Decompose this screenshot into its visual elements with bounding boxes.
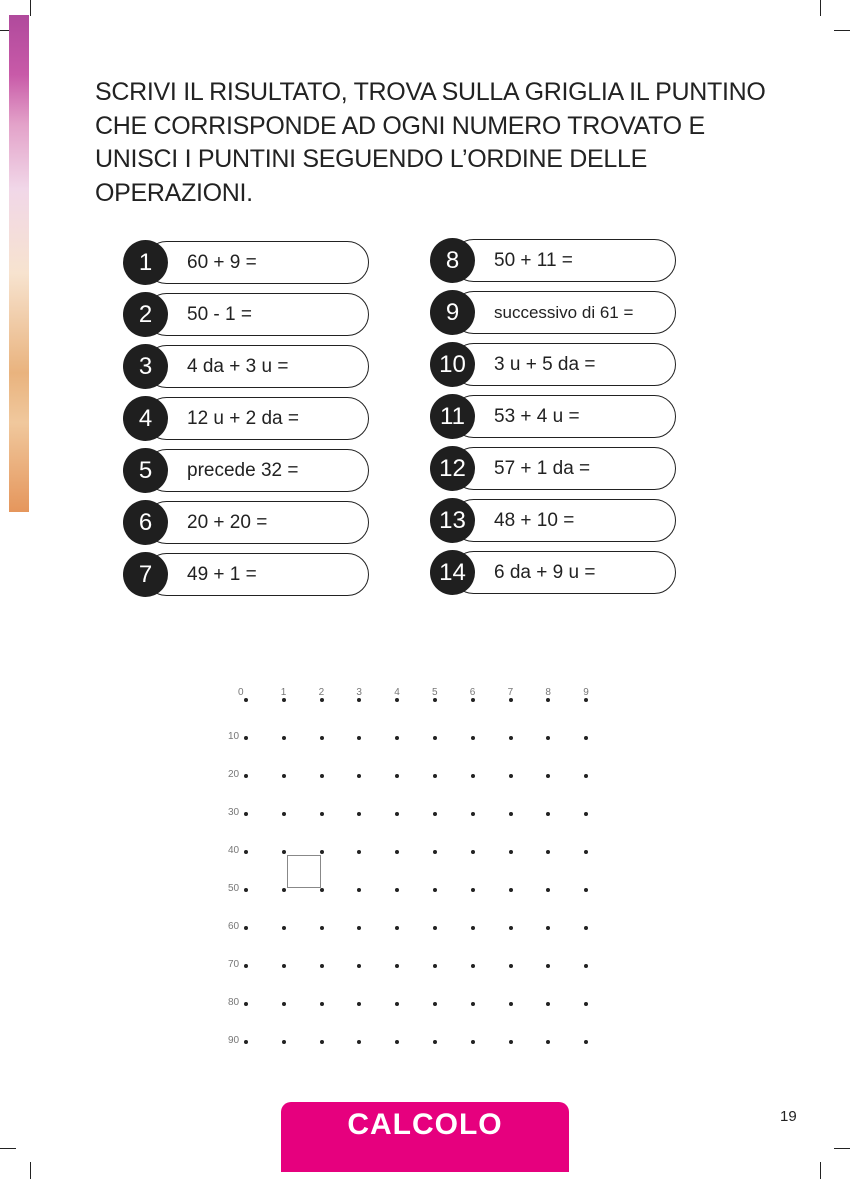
grid-dot: [320, 736, 324, 740]
grid-dot: [433, 1002, 437, 1006]
answer-pill: [145, 241, 369, 284]
grid-dot: [244, 964, 248, 968]
operation-expression: 4 da + 3 u =: [187, 356, 289, 377]
grid-dot: [509, 774, 513, 778]
grid-dot: [320, 774, 324, 778]
grid-dot: [584, 964, 588, 968]
grid-dot: [395, 850, 399, 854]
grid-row-label: 50: [228, 883, 240, 894]
grid-dot: [509, 698, 513, 702]
grid-dot: [433, 774, 437, 778]
grid-dot: [282, 850, 286, 854]
grid-dot: [357, 812, 361, 816]
grid-dot: [471, 888, 475, 892]
operation-number: 13: [430, 498, 475, 543]
crop-mark: [820, 1162, 821, 1179]
grid-dot: [395, 1002, 399, 1006]
operation-expression: 20 + 20 =: [187, 512, 268, 533]
operation-number: 6: [123, 500, 168, 545]
grid-dot: [546, 812, 550, 816]
grid-dot: [584, 774, 588, 778]
grid-dot: [546, 774, 550, 778]
grid-dot: [584, 888, 588, 892]
grid-dot: [282, 926, 286, 930]
page-number: 19: [780, 1108, 797, 1125]
grid-column-label: 8: [545, 687, 551, 698]
grid-row-label: 60: [228, 921, 240, 932]
instruction-line: UNISCI I PUNTINI SEGUENDO L’ORDINE DELLE: [95, 145, 648, 173]
grid-dot: [546, 850, 550, 854]
grid-dot: [546, 1040, 550, 1044]
grid-dot: [320, 698, 324, 702]
grid-dot: [433, 888, 437, 892]
grid-dot: [509, 850, 513, 854]
grid-column-label: 2: [318, 687, 325, 698]
instruction-line: SCRIVI IL RISULTATO, TROVA SULLA GRIGLIA IL PUNTINO: [95, 78, 766, 106]
answer-pill: [145, 553, 369, 596]
grid-dot: [471, 1002, 475, 1006]
grid-dot: [357, 736, 361, 740]
operation-number: 2: [123, 292, 168, 337]
grid-row-label: 80: [228, 997, 240, 1008]
grid-dot: [584, 1002, 588, 1006]
grid-dot: [357, 888, 361, 892]
grid-dot: [395, 926, 399, 930]
grid-dot: [320, 850, 324, 854]
grid-dot: [357, 1040, 361, 1044]
grid-row-label: 10: [228, 731, 240, 742]
grid-dot: [395, 888, 399, 892]
grid-dot: [433, 964, 437, 968]
grid-dot: [244, 850, 248, 854]
operation-expression: 3 u + 5 da =: [494, 354, 596, 375]
grid-dot: [395, 812, 399, 816]
grid-row-label: 30: [228, 807, 240, 818]
grid-row-label: 70: [228, 959, 240, 970]
grid-dot: [546, 698, 550, 702]
grid-dot: [320, 812, 324, 816]
grid-dot: [282, 736, 286, 740]
grid-dot: [282, 1002, 286, 1006]
operation-expression: 60 + 9 =: [187, 252, 257, 273]
grid-dot: [471, 926, 475, 930]
operation-number: 4: [123, 396, 168, 441]
grid-column-label: 4: [394, 687, 400, 698]
grid-dot: [244, 888, 248, 892]
operation-expression: precede 32 =: [187, 460, 299, 481]
grid-column-label: 0: [238, 687, 244, 698]
grid-dot: [509, 926, 513, 930]
operation-number: 14: [430, 550, 475, 595]
grid-dot: [244, 736, 248, 740]
grid-dot: [584, 850, 588, 854]
grid-dot: [471, 698, 475, 702]
grid-dot: [282, 888, 286, 892]
operation-number: 7: [123, 552, 168, 597]
grid-dot: [320, 964, 324, 968]
operation-expression: 50 - 1 =: [187, 304, 252, 325]
crop-mark: [834, 30, 850, 31]
operation-number: 10: [430, 342, 475, 387]
operation-number: 11: [430, 394, 475, 439]
grid-dot: [584, 812, 588, 816]
grid-dot: [546, 888, 550, 892]
grid-dot: [509, 964, 513, 968]
operation-expression: 57 + 1 da =: [494, 458, 591, 479]
operation-expression: 53 + 4 u =: [494, 406, 580, 427]
grid-dot: [433, 698, 437, 702]
grid-column-label: 5: [432, 687, 438, 698]
grid-dot: [244, 1002, 248, 1006]
operation-number: 12: [430, 446, 475, 491]
grid-dot: [282, 964, 286, 968]
grid-dot: [244, 926, 248, 930]
grid-dot: [509, 812, 513, 816]
grid-dot: [471, 964, 475, 968]
crop-mark: [30, 0, 31, 16]
grid-dot: [244, 698, 248, 702]
grid-dot: [471, 774, 475, 778]
grid-dot: [509, 888, 513, 892]
crop-mark: [30, 1162, 31, 1179]
section-banner: [281, 1102, 569, 1172]
grid-dot: [584, 698, 588, 702]
grid-dot: [546, 964, 550, 968]
grid-dot: [357, 698, 361, 702]
grid-column-label: 6: [469, 687, 476, 698]
grid-dot: [244, 774, 248, 778]
operation-number: 3: [123, 344, 168, 389]
crop-mark: [834, 1148, 850, 1149]
operation-expression: 12 u + 2 da =: [187, 408, 299, 429]
grid-dot: [282, 812, 286, 816]
grid-dot: [320, 926, 324, 930]
operation-expression: successivo di 61 =: [494, 303, 634, 322]
grid-dot: [357, 926, 361, 930]
decorative-side-strip: [9, 15, 29, 512]
grid-dot: [282, 698, 286, 702]
instruction-line: OPERAZIONI.: [95, 178, 253, 207]
grid-dot: [244, 1040, 248, 1044]
section-label: CALCOLO: [347, 1108, 503, 1141]
grid-dot: [433, 850, 437, 854]
instructions: [95, 76, 775, 210]
grid-dot: [433, 926, 437, 930]
grid-dot: [395, 774, 399, 778]
grid-dot: [357, 1002, 361, 1006]
answer-pill: [145, 293, 369, 336]
crop-mark: [820, 0, 821, 16]
instruction-line: CHE CORRISPONDE AD OGNI NUMERO TROVATO E: [95, 111, 705, 140]
operation-number: 8: [430, 238, 475, 283]
grid-dot: [320, 1002, 324, 1006]
grid-row-label: 90: [228, 1035, 240, 1046]
grid-dot: [584, 1040, 588, 1044]
operation-number: 5: [123, 448, 168, 493]
grid-dot: [471, 812, 475, 816]
grid-dot: [584, 736, 588, 740]
grid-dot: [282, 774, 286, 778]
operation-expression: 49 + 1 =: [187, 564, 257, 585]
grid-dot: [546, 736, 550, 740]
operation-expression: 6 da + 9 u =: [494, 562, 596, 583]
grid-dot: [546, 926, 550, 930]
operation-expression: 50 + 11 =: [494, 250, 573, 271]
grid-dot: [357, 774, 361, 778]
grid-dot: [471, 1040, 475, 1044]
grid-dot: [433, 736, 437, 740]
grid-dot: [282, 1040, 286, 1044]
grid-column-label: 7: [507, 687, 514, 698]
grid-dot: [320, 1040, 324, 1044]
grid-dot: [509, 1040, 513, 1044]
operation-number: 1: [123, 240, 168, 285]
grid-dot: [471, 736, 475, 740]
grid-row-label: 20: [228, 769, 240, 780]
grid-dot: [320, 888, 324, 892]
grid-dot: [244, 812, 248, 816]
grid-dot: [357, 964, 361, 968]
grid-column-label: 9: [583, 687, 589, 698]
operation-number: 9: [430, 290, 475, 335]
grid-column-label: 1: [280, 687, 287, 698]
grid-dot: [509, 1002, 513, 1006]
grid-square-marker: [287, 855, 321, 888]
grid-dot: [546, 1002, 550, 1006]
grid-column-label: 3: [356, 687, 362, 698]
grid-dot: [395, 1040, 399, 1044]
grid-dot: [433, 812, 437, 816]
grid-dot: [395, 736, 399, 740]
operation-expression: 48 + 10 =: [494, 510, 575, 531]
grid-dot: [433, 1040, 437, 1044]
grid-row-label: 40: [228, 845, 240, 856]
grid-dot: [509, 736, 513, 740]
grid-dot: [395, 964, 399, 968]
grid-dot: [357, 850, 361, 854]
grid-dot: [584, 926, 588, 930]
grid-dot: [471, 850, 475, 854]
grid-dot: [395, 698, 399, 702]
crop-mark: [0, 1148, 16, 1149]
